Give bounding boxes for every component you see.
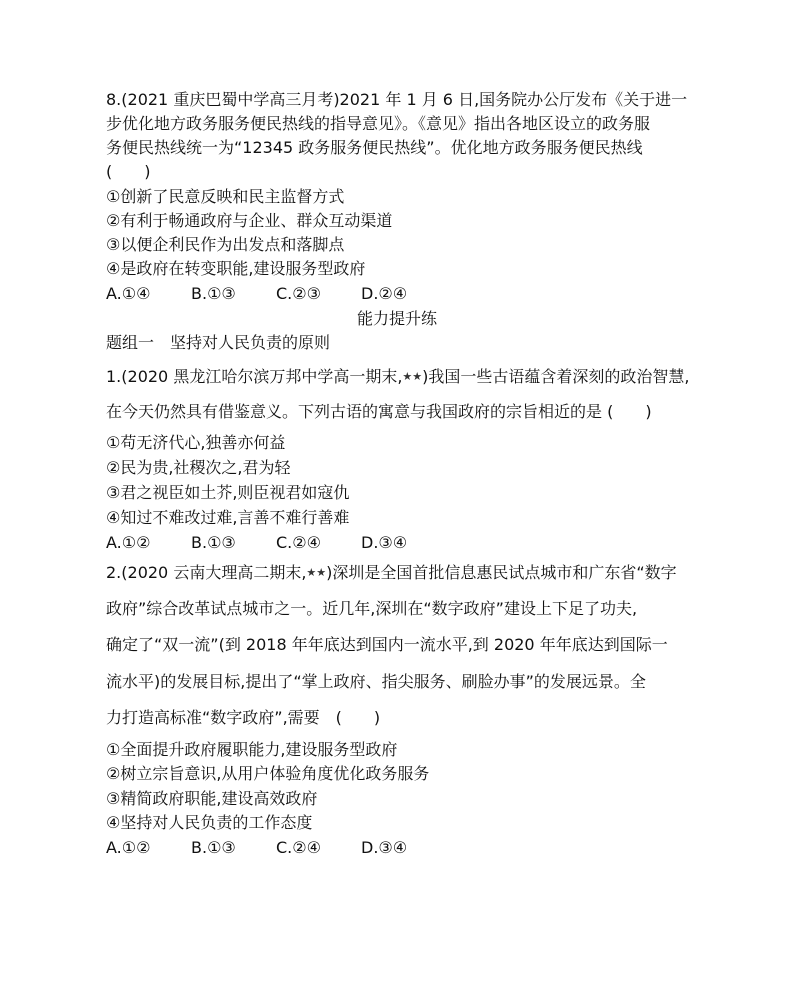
q2-stem-line-3: 确定了“双一流”(到 2018 年年底达到国内一流水平,到 2020 年年底达到国际一 (106, 635, 668, 654)
difficulty-stars-icon: ★★ (306, 566, 327, 579)
q2-stem-line-2: 政府”综合改革试点城市之一。近几年,深圳在“数字政府”建设上下足了功夫, (106, 599, 638, 618)
q2-stem-line-1 (106, 562, 677, 584)
q1-option-d: D.③④ (361, 533, 408, 552)
q8-stem-line-1: 8.(2021 重庆巴蜀中学高三月考)2021 年 1 月 6 日,国务院办公厅发布《关于进一 (106, 90, 688, 109)
q2-option-b: B.①③ (191, 838, 236, 857)
q8-stem-line-2: 步优化地方政务服务便民热线的指导意见》。《意见》指出各地区设立的政务服 (106, 114, 651, 133)
q1-item-4: ④知过不难改过难,言善不难行善难 (106, 508, 350, 527)
q8-option-a: A.①④ (106, 284, 151, 303)
q2-item-3: ③精简政府职能,建设高效政府 (106, 789, 318, 808)
q2-item-4: ④坚持对人民负责的工作态度 (106, 813, 313, 832)
q2-option-c: C.②④ (276, 838, 321, 857)
difficulty-stars-icon: ★★ (402, 370, 423, 383)
section-title: 能力提升练 (356, 309, 437, 328)
q1-stem-text: )我国一些古语蕴含着深刻的政治智慧, (422, 367, 690, 386)
q8-option-b: B.①③ (191, 284, 236, 303)
q8-options (106, 283, 407, 305)
q2-stem-text: )深圳是全国首批信息惠民试点城市和广东省“数字 (326, 563, 677, 582)
q1-option-a: A.①② (106, 533, 151, 552)
q2-option-a: A.①② (106, 838, 151, 857)
q1-option-c: C.②④ (276, 533, 321, 552)
q1-stem-line-1 (106, 366, 689, 388)
group-title: 题组一 坚持对人民负责的原则 (106, 333, 331, 352)
q1-options (106, 532, 407, 554)
q2-stem-line-5: 力打造高标准“数字政府”,需要 ( ) (106, 708, 381, 727)
q8-option-c: C.②③ (276, 284, 321, 303)
q2-stem-line-4: 流水平)的发展目标,提出了“掌上政府、指尖服务、刷脸办事”的发展远景。全 (106, 672, 646, 691)
q1-source: 1.(2020 黑龙江哈尔滨万邦中学高一期末, (106, 367, 403, 386)
q1-item-3: ③君之视臣如土芥,则臣视君如寇仇 (106, 483, 350, 502)
q2-item-1: ①全面提升政府履职能力,建设服务型政府 (106, 740, 398, 759)
q8-answer-blank: ( ) (106, 162, 151, 181)
q8-item-2: ②有利于畅通政府与企业、群众互动渠道 (106, 211, 393, 230)
q8-item-4: ④是政府在转变职能,建设服务型政府 (106, 259, 366, 278)
q1-stem-line-2: 在今天仍然具有借鉴意义。下列古语的寓意与我国政府的宗旨相近的是 ( ) (106, 402, 652, 421)
q8-item-1: ①创新了民意反映和民主监督方式 (106, 187, 345, 206)
q2-options (106, 837, 407, 859)
q1-item-1: ①苟无济代心,独善亦何益 (106, 433, 286, 452)
q8-stem-line-3: 务便民热线统一为“12345 政务服务便民热线”。优化地方政务服务便民热线 (106, 138, 643, 157)
q2-option-d: D.③④ (361, 838, 408, 857)
q8-item-3: ③以便企利民作为出发点和落脚点 (106, 235, 345, 254)
q8-option-d: D.②④ (361, 284, 408, 303)
q1-option-b: B.①③ (191, 533, 236, 552)
q1-item-2: ②民为贵,社稷次之,君为轻 (106, 458, 291, 477)
q2-item-2: ②树立宗旨意识,从用户体验角度优化政务服务 (106, 764, 430, 783)
q2-source: 2.(2020 云南大理高二期末, (106, 563, 307, 582)
